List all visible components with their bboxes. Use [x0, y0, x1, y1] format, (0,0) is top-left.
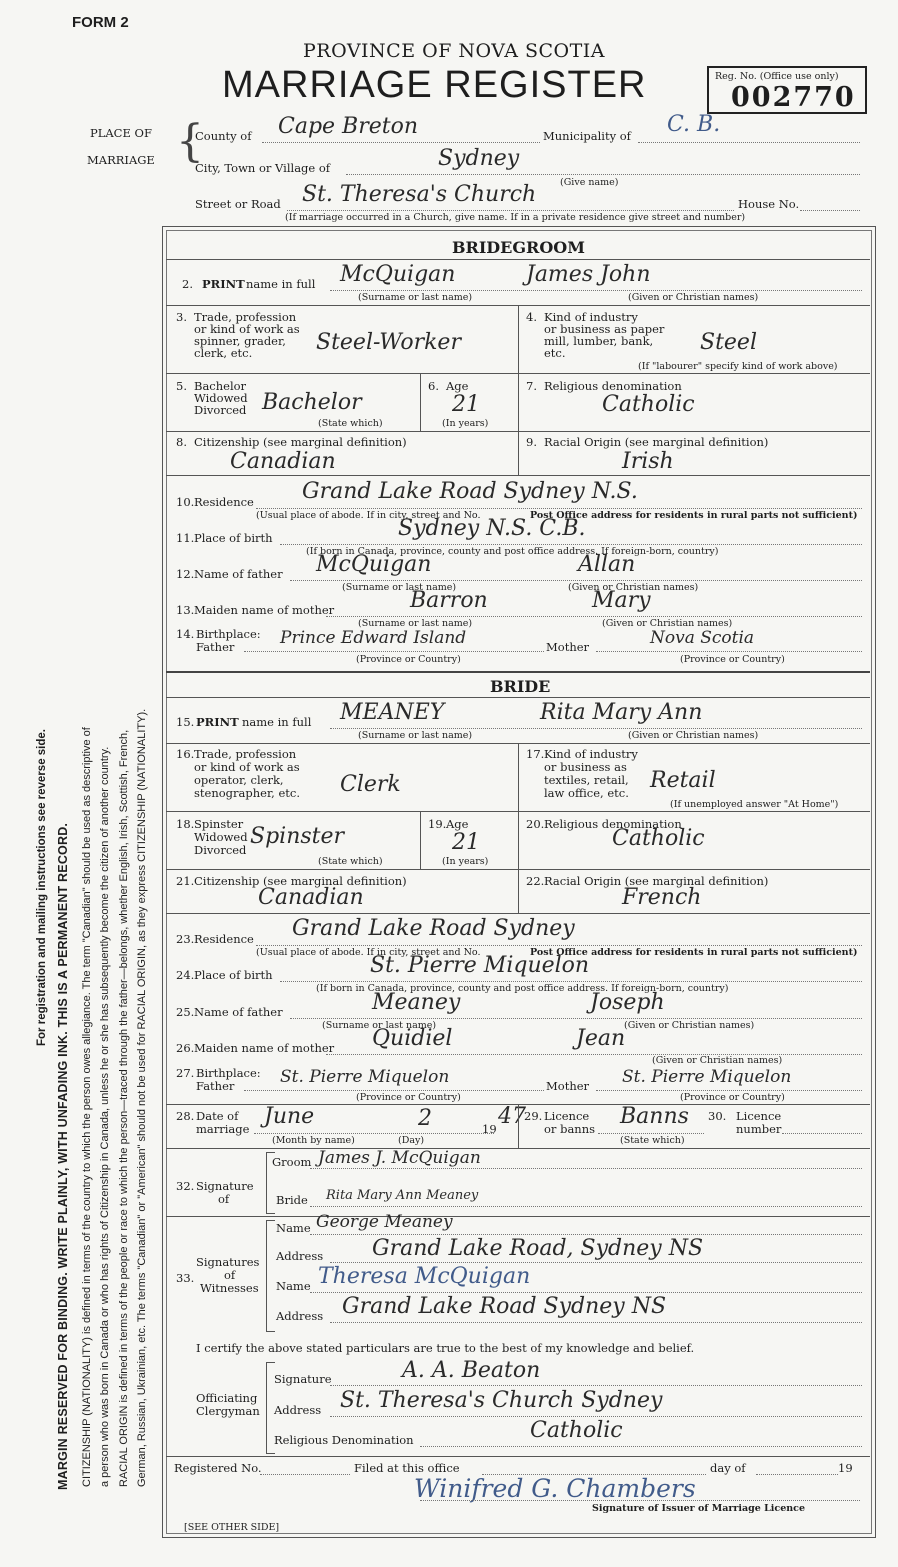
- bridegroom-heading: BRIDEGROOM: [452, 238, 585, 257]
- residence-caption: Post Office address for residents in rural parts not sufficient): [530, 510, 858, 521]
- field-24-label: Place of birth: [194, 968, 273, 982]
- bride-religion: Catholic: [612, 826, 705, 851]
- field-11-label: Place of birth: [194, 531, 273, 545]
- field-33-label: Witnesses: [200, 1281, 259, 1295]
- city-label: City, Town or Village of: [195, 161, 331, 175]
- field-18-label: Spinster: [194, 817, 244, 831]
- bride-surname: MEANEY: [340, 700, 445, 725]
- field-3-label: Trade, profession: [194, 310, 297, 324]
- clergy-label: Clergyman: [196, 1404, 260, 1418]
- field-13-number: 13.: [176, 603, 195, 617]
- registered-label: Registered No.: [174, 1461, 262, 1475]
- field-17-label: law office, etc.: [544, 786, 629, 800]
- field-26-number: 26.: [176, 1041, 195, 1055]
- field-14-label: Father: [196, 640, 235, 654]
- field-3-label: or kind of work as: [194, 322, 300, 336]
- certify-text: I certify the above stated particulars are true to the best of my knowledge and belief.: [196, 1341, 695, 1355]
- margin-line-1: For registration and mailing instructions see reverse side.: [36, 729, 48, 1046]
- field-28-label: marriage: [196, 1122, 250, 1136]
- field-29-label: or banns: [544, 1122, 596, 1136]
- house-label: House No.: [738, 197, 800, 211]
- field-13-label: Maiden name of mother: [194, 603, 335, 617]
- field-19-label: Age: [446, 817, 469, 831]
- reg-no-label: Reg. No. (Office use only): [715, 71, 839, 82]
- field-22-number: 22.: [526, 874, 545, 888]
- bride-heading: BRIDE: [490, 677, 551, 696]
- field-27-label: Birthplace:: [196, 1066, 261, 1080]
- county-value: Cape Breton: [278, 114, 419, 139]
- groom-sig-label: Groom: [272, 1155, 312, 1169]
- place-label-1: PLACE OF: [90, 126, 152, 140]
- place-note: (If marriage occurred in a Church, give name. If in a private residence give street and number): [285, 212, 746, 223]
- field-25-number: 25.: [176, 1005, 195, 1019]
- field-5-label: Widowed: [194, 391, 248, 405]
- witness2-name: Theresa McQuigan: [318, 1264, 531, 1289]
- clergy-sig-label: Signature: [274, 1372, 332, 1386]
- day-of-label: day of: [710, 1461, 746, 1475]
- field-4-label: or business as paper: [544, 322, 665, 336]
- field-28-number: 28.: [176, 1109, 195, 1123]
- state-caption: (State which): [620, 1135, 685, 1146]
- field-33-number: 33.: [176, 1271, 195, 1285]
- field-24-number: 24.: [176, 968, 195, 982]
- surname-caption: (Surname or last name): [322, 1020, 437, 1031]
- field-10-number: 10.: [176, 495, 195, 509]
- field-16-label: or kind of work as: [194, 760, 300, 774]
- field-17-label: textiles, retail,: [544, 773, 629, 787]
- province-heading: PROVINCE OF NOVA SCOTIA: [303, 40, 606, 62]
- birthplace-caption: (If born in Canada, province, county and post office address. If foreign-born, country): [316, 983, 729, 994]
- field-18-number: 18.: [176, 817, 195, 831]
- field-18-label: Widowed: [194, 830, 248, 844]
- field-4-label: mill, lumber, bank,: [544, 334, 654, 348]
- bride-birthplace: St. Pierre Miquelon: [370, 953, 590, 978]
- field-7-label: Religious denomination: [544, 379, 682, 393]
- field-27-number: 27.: [176, 1066, 195, 1080]
- mother-label: Mother: [546, 1079, 590, 1093]
- field-5-number: 5.: [176, 379, 187, 393]
- field-21-number: 21.: [176, 874, 195, 888]
- field-29-number: 29.: [524, 1109, 543, 1123]
- state-caption: (State which): [318, 856, 383, 867]
- groom-marital-status: Bachelor: [262, 390, 362, 415]
- given-caption: (Given or Christian names): [568, 582, 699, 593]
- given-caption: (Given or Christian names): [624, 1020, 755, 1031]
- witness1-name-label: Name: [276, 1221, 311, 1235]
- field-14-number: 14.: [176, 627, 195, 641]
- day-caption: (Day): [398, 1135, 425, 1146]
- margin-line-2: MARGIN RESERVED FOR BINDING. WRITE PLAINLY, WITH UNFADING INK. THIS IS A PERMANENT RECORD.: [56, 822, 70, 1490]
- field-16-label: Trade, profession: [194, 747, 297, 761]
- groom-father-surname: McQuigan: [316, 552, 432, 577]
- given-caption: (Given or Christian names): [628, 730, 759, 741]
- groom-signature: James J. McQuigan: [318, 1148, 481, 1168]
- clergy-address-label: Address: [274, 1403, 322, 1417]
- groom-mother-given: Mary: [592, 588, 651, 613]
- groom-age: 21: [452, 392, 480, 417]
- field-5-label: Divorced: [194, 403, 247, 417]
- groom-industry: Steel: [700, 330, 757, 355]
- surname-caption: (Surname or last name): [342, 582, 457, 593]
- field-28-label: Date of: [196, 1109, 239, 1123]
- clergy-signature: A. A. Beaton: [402, 1358, 541, 1383]
- mother-label: Mother: [546, 640, 590, 654]
- field-32-label: Signature: [196, 1179, 254, 1193]
- witness1-name: George Meaney: [316, 1212, 453, 1232]
- field-22-label: Racial Origin (see marginal definition): [544, 874, 769, 888]
- month-caption: (Month by name): [272, 1135, 355, 1146]
- residence-caption: (Usual place of abode. If in city, street and No.: [256, 510, 481, 521]
- field-20-label: Religious denomination: [544, 817, 682, 831]
- given-caption: (Given or Christian names): [652, 1055, 783, 1066]
- clergy-address: St. Theresa's Church Sydney: [340, 1388, 663, 1413]
- surname-caption: (Surname or last name): [358, 618, 473, 629]
- field-27-label: Father: [196, 1079, 235, 1093]
- issuer-label: Signature of Issuer of Marriage Licence: [592, 1503, 805, 1514]
- field-33-label: of: [224, 1268, 236, 1282]
- field-30-label: number: [736, 1122, 782, 1136]
- witness1-address: Grand Lake Road, Sydney NS: [372, 1236, 704, 1261]
- reg-no-box: [707, 66, 867, 114]
- groom-religion: Catholic: [602, 392, 695, 417]
- issuer-signature: Winifred G. Chambers: [414, 1474, 696, 1503]
- field-3-number: 3.: [176, 310, 187, 324]
- bride-signature: Rita Mary Ann Meaney: [326, 1188, 479, 1203]
- witness2-name-label: Name: [276, 1279, 311, 1293]
- field-8-label: Citizenship (see marginal definition): [194, 435, 407, 449]
- field-4-label: etc.: [544, 346, 566, 360]
- groom-mother-surname: Barron: [410, 588, 488, 613]
- field-18-label: Divorced: [194, 843, 247, 857]
- bride-mother-surname: Quidiel: [372, 1026, 453, 1051]
- groom-citizenship: Canadian: [230, 449, 336, 474]
- province-caption: (Province or Country): [356, 1092, 461, 1103]
- county-label: County of: [195, 129, 252, 143]
- groom-racial-origin: Irish: [622, 449, 674, 474]
- surname-caption: (Surname or last name): [358, 292, 473, 303]
- witness1-address-label: Address: [276, 1249, 324, 1263]
- form-label: FORM 2: [72, 14, 129, 31]
- surname-caption: (Surname or last name): [358, 730, 473, 741]
- licence-or-banns: Banns: [620, 1104, 689, 1129]
- field-30-number: 30.: [708, 1109, 727, 1123]
- field-10-label: Residence: [194, 495, 254, 509]
- field-33-label: Signatures: [196, 1255, 260, 1269]
- field-29-label: Licence: [544, 1109, 590, 1123]
- groom-residence: Grand Lake Road Sydney N.S.: [302, 479, 638, 504]
- field-9-label: Racial Origin (see marginal definition): [544, 435, 769, 449]
- field-17-number: 17.: [526, 747, 545, 761]
- bride-trade: Clerk: [340, 772, 401, 797]
- groom-trade: Steel-Worker: [316, 330, 461, 355]
- footer-year-prefix: 19: [838, 1461, 853, 1475]
- field-6-number: 6.: [428, 379, 439, 393]
- field-12-number: 12.: [176, 567, 195, 581]
- field-16-label: stenographer, etc.: [194, 786, 301, 800]
- field-5-label: Bachelor: [194, 379, 247, 393]
- see-other-side: [SEE OTHER SIDE]: [184, 1522, 280, 1533]
- brace: {: [176, 116, 204, 167]
- residence-caption: Post Office address for residents in rural parts not sufficient): [530, 947, 858, 958]
- groom-mother-birthplace: Nova Scotia: [650, 628, 755, 648]
- clergy-denomination: Catholic: [530, 1418, 623, 1443]
- bride-given-names: Rita Mary Ann: [540, 700, 703, 725]
- bride-citizenship: Canadian: [258, 885, 364, 910]
- give-name-caption: (Give name): [560, 177, 619, 188]
- city-value: Sydney: [438, 146, 520, 171]
- filed-label: Filed at this office: [354, 1461, 460, 1475]
- residence-caption: (Usual place of abode. If in city, street and No.: [256, 947, 481, 958]
- field-9-number: 9.: [526, 435, 537, 449]
- field-15-label: name in full: [242, 715, 312, 729]
- street-label: Street or Road: [195, 197, 281, 211]
- field-6-label: Age: [446, 379, 469, 393]
- bride-father-surname: Meaney: [372, 990, 461, 1015]
- field-25-label: Name of father: [194, 1005, 283, 1019]
- field-23-label: Residence: [194, 932, 254, 946]
- field-17-label: Kind of industry: [544, 747, 638, 761]
- marriage-month: June: [264, 1104, 315, 1129]
- bride-mother-birthplace: St. Pierre Miquelon: [622, 1067, 792, 1087]
- groom-birthplace: Sydney N.S. C.B.: [398, 516, 586, 541]
- field-16-label: operator, clerk,: [194, 773, 284, 787]
- field-32-label: of: [218, 1192, 230, 1206]
- state-caption: (State which): [318, 418, 383, 429]
- years-caption: (In years): [442, 418, 489, 429]
- field-4-label: Kind of industry: [544, 310, 638, 324]
- given-caption: (Given or Christian names): [602, 618, 733, 629]
- field-3-label: clerk, etc.: [194, 346, 253, 360]
- field-14-label: Birthplace:: [196, 627, 261, 641]
- province-caption: (Province or Country): [680, 1092, 785, 1103]
- marriage-year: 47: [498, 1104, 526, 1129]
- bride-racial-origin: French: [622, 885, 702, 910]
- margin-line-4: a person who was born in Canada or who has rights of Citizenship in Canada, unless he or she has subsequently become the citizen of another country.: [99, 746, 111, 1487]
- bride-father-given: Joseph: [590, 990, 665, 1015]
- bride-mother-given: Jean: [576, 1026, 626, 1051]
- page-title: MARRIAGE REGISTER: [222, 64, 647, 106]
- field-2-print: PRINT: [202, 277, 245, 291]
- given-caption: (Given or Christian names): [628, 292, 759, 303]
- bride-sig-label: Bride: [276, 1193, 308, 1207]
- field-26-label: Maiden name of mother: [194, 1041, 335, 1055]
- birthplace-caption: (If born in Canada, province, county and post office address. If foreign-born, country): [306, 546, 719, 557]
- years-caption: (In years): [442, 856, 489, 867]
- field-17-note: (If unemployed answer "At Home"): [670, 799, 839, 810]
- field-30-label: Licence: [736, 1109, 782, 1123]
- witness2-address: Grand Lake Road Sydney NS: [342, 1294, 667, 1319]
- field-16-number: 16.: [176, 747, 195, 761]
- street-value: St. Theresa's Church: [302, 182, 537, 207]
- field-3-label: spinner, grader,: [194, 334, 286, 348]
- field-17-label: or business as: [544, 760, 627, 774]
- margin-line-3: CITIZENSHIP (NATIONALITY) is defined in terms of the country to which the person owes allegiance. The term "Canadian" should be used as descriptive of: [81, 727, 93, 1487]
- field-2-label: name in full: [246, 277, 316, 291]
- groom-given-names: James John: [526, 262, 651, 287]
- margin-line-5: RACIAL ORIGIN is defined in terms of the people or race to which the person—traced through the father—belongs, whether English, Irish, Scottish, French,: [118, 729, 130, 1487]
- field-15-print: PRINT: [196, 715, 239, 729]
- field-15-number: 15.: [176, 715, 195, 729]
- municipality-value: C. B.: [667, 112, 721, 137]
- bride-age: 21: [452, 830, 480, 855]
- field-20-number: 20.: [526, 817, 545, 831]
- field-23-number: 23.: [176, 932, 195, 946]
- field-2-number: 2.: [182, 277, 193, 291]
- reg-no-value: 002770: [731, 82, 856, 113]
- field-7-number: 7.: [526, 379, 537, 393]
- bride-residence: Grand Lake Road Sydney: [292, 916, 575, 941]
- bride-marital-status: Spinster: [250, 824, 345, 849]
- year-prefix: 19: [482, 1122, 497, 1136]
- province-caption: (Province or Country): [356, 654, 461, 665]
- place-label-2: MARRIAGE: [87, 153, 155, 167]
- denomination-label: Religious Denomination: [274, 1433, 414, 1447]
- field-4-note: (If "labourer" specify kind of work above): [638, 361, 838, 372]
- groom-father-given: Allan: [578, 552, 636, 577]
- margin-line-6: German, Russian, Ukrainian, etc. The terms "Canadian" or "American" should not be used for RACIAL ORIGIN, as they express CITIZENSHIP (NATIONALITY).: [136, 708, 148, 1487]
- field-21-label: Citizenship (see marginal definition): [194, 874, 407, 888]
- province-caption: (Province or Country): [680, 654, 785, 665]
- field-11-number: 11.: [176, 531, 195, 545]
- field-19-number: 19.: [428, 817, 447, 831]
- witness2-address-label: Address: [276, 1309, 324, 1323]
- groom-surname: McQuigan: [340, 262, 456, 287]
- municipality-label: Municipality of: [543, 129, 631, 143]
- bride-industry: Retail: [650, 768, 716, 793]
- marriage-day: 2: [418, 1106, 432, 1131]
- field-8-number: 8.: [176, 435, 187, 449]
- clergy-label: Officiating: [196, 1391, 258, 1405]
- field-4-number: 4.: [526, 310, 537, 324]
- field-32-number: 32.: [176, 1179, 195, 1193]
- bride-father-birthplace: St. Pierre Miquelon: [280, 1067, 450, 1087]
- field-12-label: Name of father: [194, 567, 283, 581]
- groom-father-birthplace: Prince Edward Island: [280, 628, 467, 648]
